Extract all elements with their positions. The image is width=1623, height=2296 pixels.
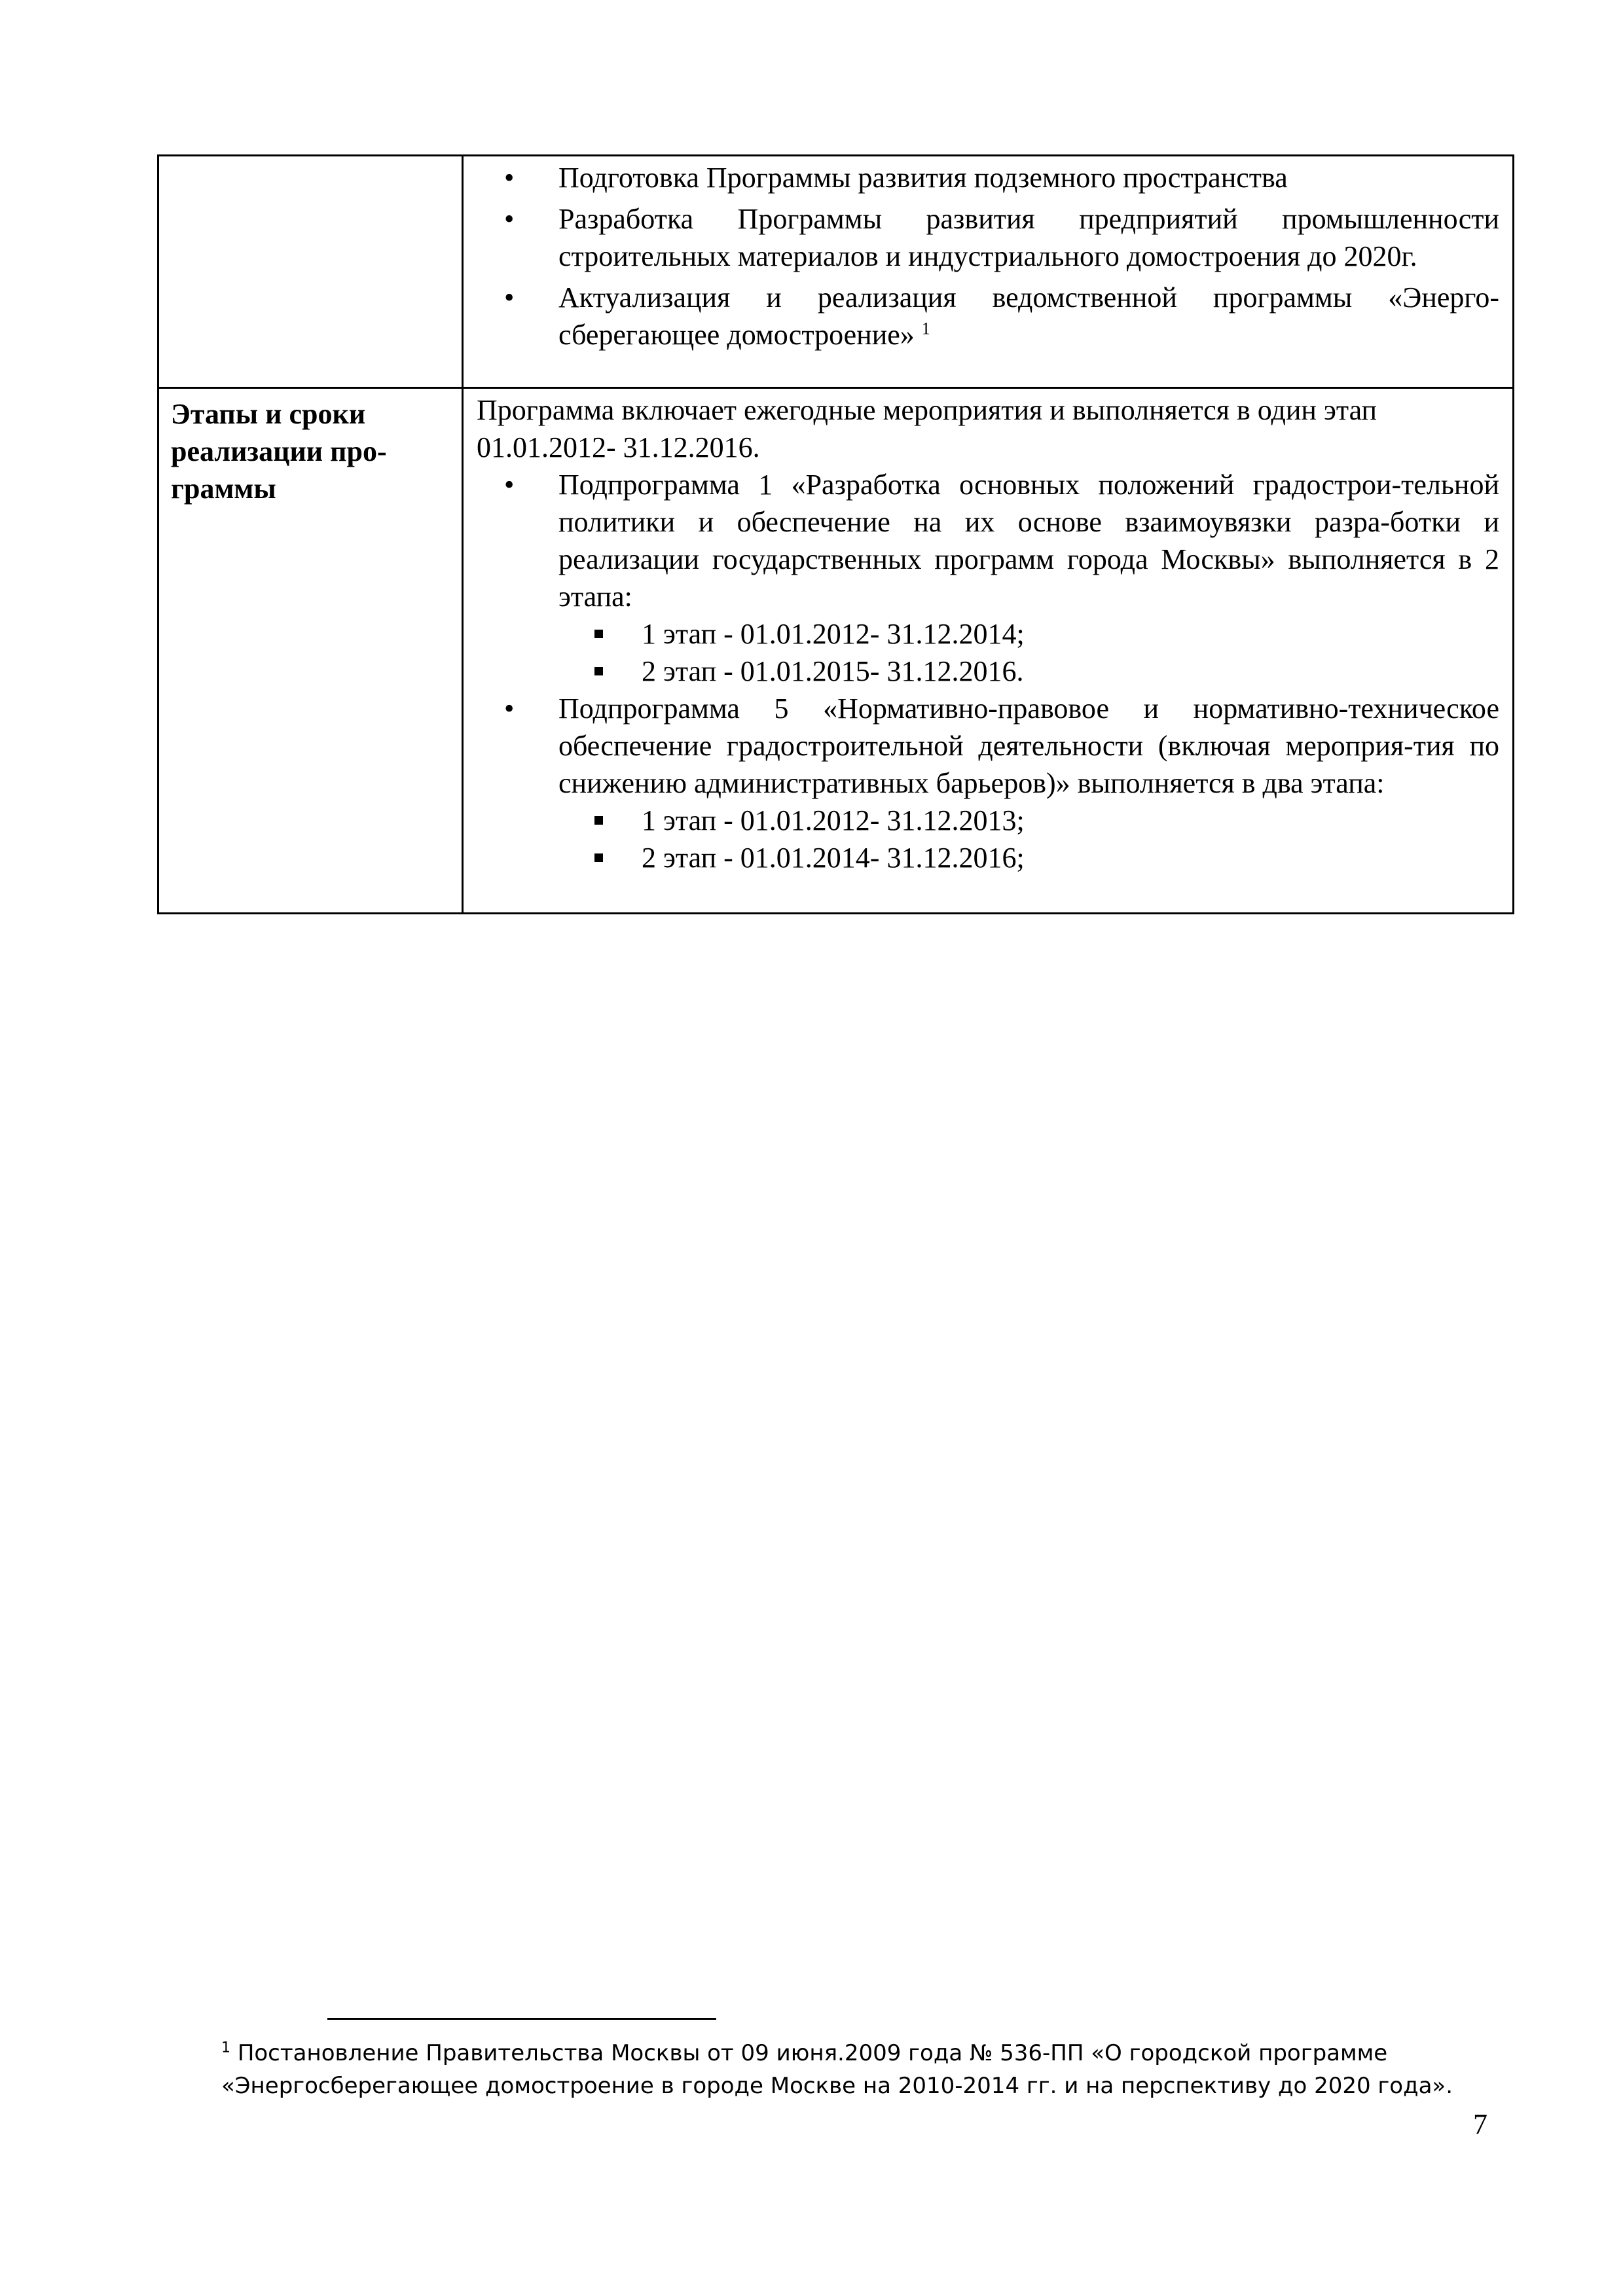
- footnote-number: 1: [221, 2039, 230, 2056]
- stage-text: 2 этап - 01.01.2015- 31.12.2016.: [642, 655, 1024, 687]
- intro-paragraph: Программа включает ежегодные мероприятия и выполняется в один этап 01.01.2012- 31.12.2016.: [477, 394, 1377, 463]
- bullet-icon: •: [504, 692, 515, 725]
- list-item: [464, 466, 1512, 690]
- stage-text: 2 этап - 01.01.2014- 31.12.2016;: [642, 842, 1025, 874]
- subprogram-text: Подпрограмма 1 «Разработка основных положений градострои-тельной политики и обеспечение на их основе взаимоувязки разра-ботки и реализации государственных программ города Москвы» выполняется в 2 этапа:: [558, 469, 1499, 613]
- stage-item: [464, 802, 1499, 839]
- table-row: [158, 156, 1514, 388]
- list-item-text: Подготовка Программы развития подземного пространства: [558, 162, 1288, 194]
- list-item: [464, 200, 1512, 275]
- list-item: [464, 159, 1512, 196]
- stage-item: [464, 653, 1499, 690]
- footnote-text: Постановление Правительства Москвы от 09 июня.2009 года № 536-ПП «О городской программе «Энергосберегающее домостроение в городе Москве на 2010-2014 гг. и на перспективу до 2020 года».: [221, 2040, 1453, 2099]
- footnote-separator: [327, 2018, 716, 2020]
- stage-list: [464, 615, 1499, 690]
- bullet-icon: •: [504, 162, 515, 194]
- square-bullet-icon: [594, 816, 603, 825]
- bullet-icon: •: [504, 281, 515, 314]
- stage-list: [464, 802, 1499, 876]
- subprogram-text: Подпрограмма 5 «Нормативно-правовое и нормативно-техническое обеспечение градостроительной деятельности (включая мероприя-тия по снижению административных барьеров)» выполняется в два этапа:: [558, 692, 1499, 799]
- page-number: 7: [1473, 2108, 1487, 2140]
- program-passport-table: [157, 154, 1514, 914]
- bullet-list: [464, 156, 1512, 353]
- footnote-reference[interactable]: 1: [921, 319, 930, 338]
- square-bullet-icon: [594, 853, 603, 862]
- table-row: [158, 388, 1514, 914]
- left-cell: [158, 388, 463, 914]
- list-item: [464, 279, 1512, 353]
- bullet-icon: •: [504, 203, 515, 235]
- square-bullet-icon: [594, 667, 603, 675]
- bullet-icon: •: [504, 469, 515, 501]
- list-item-text: Актуализация и реализация ведомственной программы «Энерго-сберегающее домостроение»: [558, 281, 1499, 351]
- row-label: [159, 156, 462, 163]
- list-item-text: Разработка Программы развития предприятий промышленности строительных материалов и индустриального домостроения до 2020г.: [558, 203, 1499, 272]
- left-cell-empty: [158, 156, 463, 388]
- stage-text: 1 этап - 01.01.2012- 31.12.2013;: [642, 804, 1025, 836]
- stage-item: [464, 839, 1499, 876]
- stage-item: [464, 615, 1499, 653]
- subprogram-list: [464, 466, 1512, 876]
- row-label: Этапы и сроки реализации про-граммы: [171, 398, 387, 505]
- right-cell: [463, 156, 1514, 388]
- right-cell: [463, 388, 1514, 914]
- stage-text: 1 этап - 01.01.2012- 31.12.2014;: [642, 618, 1025, 650]
- square-bullet-icon: [594, 630, 603, 638]
- list-item: [464, 690, 1512, 876]
- footnote: [221, 2037, 1514, 2102]
